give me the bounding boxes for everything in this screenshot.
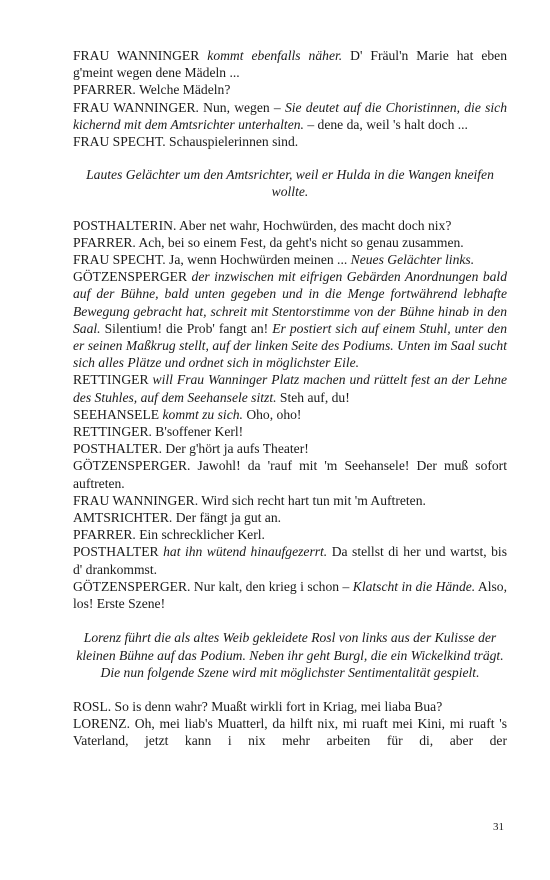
speech-text: POSTHALTERIN. Aber net wahr, Hochwürden, des macht doch nix? (73, 217, 452, 233)
speech-text: Oho, oho! (242, 406, 302, 422)
page-body (73, 47, 507, 750)
stage-direction-2: Lorenz führt die als altes Weib gekleidete Rosl von links aus der Kulisse der kleinen Bühne auf das Podium. Neben ihr geht Burgl, die ein Wickelkind trägt. Die nun folgende Szene wird mit möglichster Sentimentalität gespielt. (76, 630, 504, 680)
dialogue-line (73, 234, 507, 251)
speech-text: RETTINGER. B'soffener Kerl! (73, 424, 244, 440)
stage-note-inline: will Frau Wanninger Platz machen und rüttelt fest an der Lehne des Stuhles, auf dem Seehansele sitzt. (73, 372, 507, 405)
speech-text: – dene da, weil 's halt doch ... (303, 116, 468, 132)
dialogue-block-2 (73, 217, 507, 613)
stage-note-inline: Sie deutet auf die Choristinnen, die sich kichernd mit dem Amtsrichter unterhalten. (73, 99, 507, 132)
stage-note-inline: Er postiert sich auf einem Stuhl, unter den er seinen Maßkrug stellt, auf der linken Seite des Podiums. Unten im Saal sucht sich alles Plätze und ordnet sich in möglichster Eile. (73, 320, 507, 371)
dialogue-block-1 (73, 47, 507, 150)
dialogue-line (73, 440, 507, 457)
speech-text: AMTSRICHTER. Der fängt ja gut an. (73, 510, 282, 526)
speech-text: POSTHALTER (73, 544, 164, 560)
stage-note-inline: Klatscht in die Hände. (352, 578, 476, 594)
speech-text: Steh auf, du! (276, 389, 350, 405)
speech-text: FRAU WANNINGER. Nun, wegen – (73, 99, 285, 115)
dialogue-line (73, 47, 507, 81)
stage-note-inline: hat ihn wütend hinaufgezerrt. (163, 544, 328, 560)
dialogue-line (73, 99, 507, 133)
dialogue-line (73, 526, 507, 543)
dialogue-line (73, 543, 507, 577)
dialogue-block-3 (73, 698, 507, 750)
dialogue-line (73, 715, 507, 749)
dialogue-line (73, 492, 507, 509)
speech-text: FRAU WANNINGER. Wird sich recht hart tun mit 'm Auftreten. (73, 492, 426, 508)
dialogue-line (73, 578, 507, 612)
dialogue-line (73, 268, 507, 371)
dialogue-line (73, 81, 507, 98)
speech-text: PFARRER. Ein schrecklicher Kerl. (73, 527, 265, 543)
dialogue-line (73, 133, 507, 150)
speech-text: GÖTZENSPERGER (73, 269, 192, 285)
stage-direction-1: Lautes Gelächter um den Amtsrichter, weil er Hulda in die Wangen kneifen wollte. (86, 167, 494, 200)
stage-note-inline: Neues Gelächter links. (350, 252, 475, 268)
dialogue-line (73, 423, 507, 440)
page-number: 31 (493, 821, 504, 833)
stage-note-inline: der inzwischen mit eifrigen Gebärden Anordnungen bald auf der Bühne, bald unten gegeben und in die Menge fortwährend lebhafte Bewegung gebracht hat, schreit mit Stentorstimme von der Bühne hinab in den Saal. (73, 269, 507, 336)
speech-text: Silentium! die Prob' fangt an! (100, 320, 273, 336)
speech-text: LORENZ. Oh, mei liab's Muatterl, da hilft nix, mi ruaft mei Kini, mi ruaft 's Vaterland, jetzt kann i nix mehr arbeiten für di, aber der (73, 716, 507, 749)
dialogue-line (73, 457, 507, 491)
speech-text: POSTHALTER. Der g'hört ja aufs Theater! (73, 441, 309, 457)
speech-text: RETTINGER (73, 372, 153, 388)
dialogue-line (73, 217, 507, 234)
dialogue-line (73, 509, 507, 526)
stage-note-inline: kommt ebenfalls näher. (207, 48, 343, 63)
stage-note-inline: kommt zu sich. (162, 406, 243, 422)
speech-text: D' Fräul'n Marie hat eben g'meint wegen dene Mädeln ... (73, 48, 507, 81)
dialogue-line (73, 251, 507, 268)
dialogue-line (73, 406, 507, 423)
speech-text: ROSL. So is denn wahr? Muaßt wirkli fort in Kriag, mei liaba Bua? (73, 698, 443, 714)
dialogue-line (73, 698, 507, 715)
speech-text: FRAU SPECHT. Ja, wenn Hochwürden meinen ... (73, 252, 351, 268)
speech-text: FRAU SPECHT. Schauspielerinnen sind. (73, 134, 299, 150)
speech-text: Also, los! Erste Szene! (73, 578, 507, 612)
speech-text: PFARRER. Welche Mädeln? (73, 82, 231, 98)
speech-text: FRAU WANNINGER (73, 48, 208, 63)
dialogue-line (73, 371, 507, 405)
speech-text: SEEHANSELE (73, 406, 163, 422)
speech-text: Da stellst di her und wartst, bis d' drankommst. (73, 544, 507, 577)
speech-text: GÖTZENSPERGER. Jawohl! da 'rauf mit 'm Seehansele! Der muß sofort auftreten. (73, 458, 507, 491)
speech-text: GÖTZENSPERGER. Nur kalt, den krieg i schon – (73, 578, 353, 594)
speech-text: PFARRER. Ach, bei so einem Fest, da geht's nicht so genau zusammen. (73, 234, 464, 250)
